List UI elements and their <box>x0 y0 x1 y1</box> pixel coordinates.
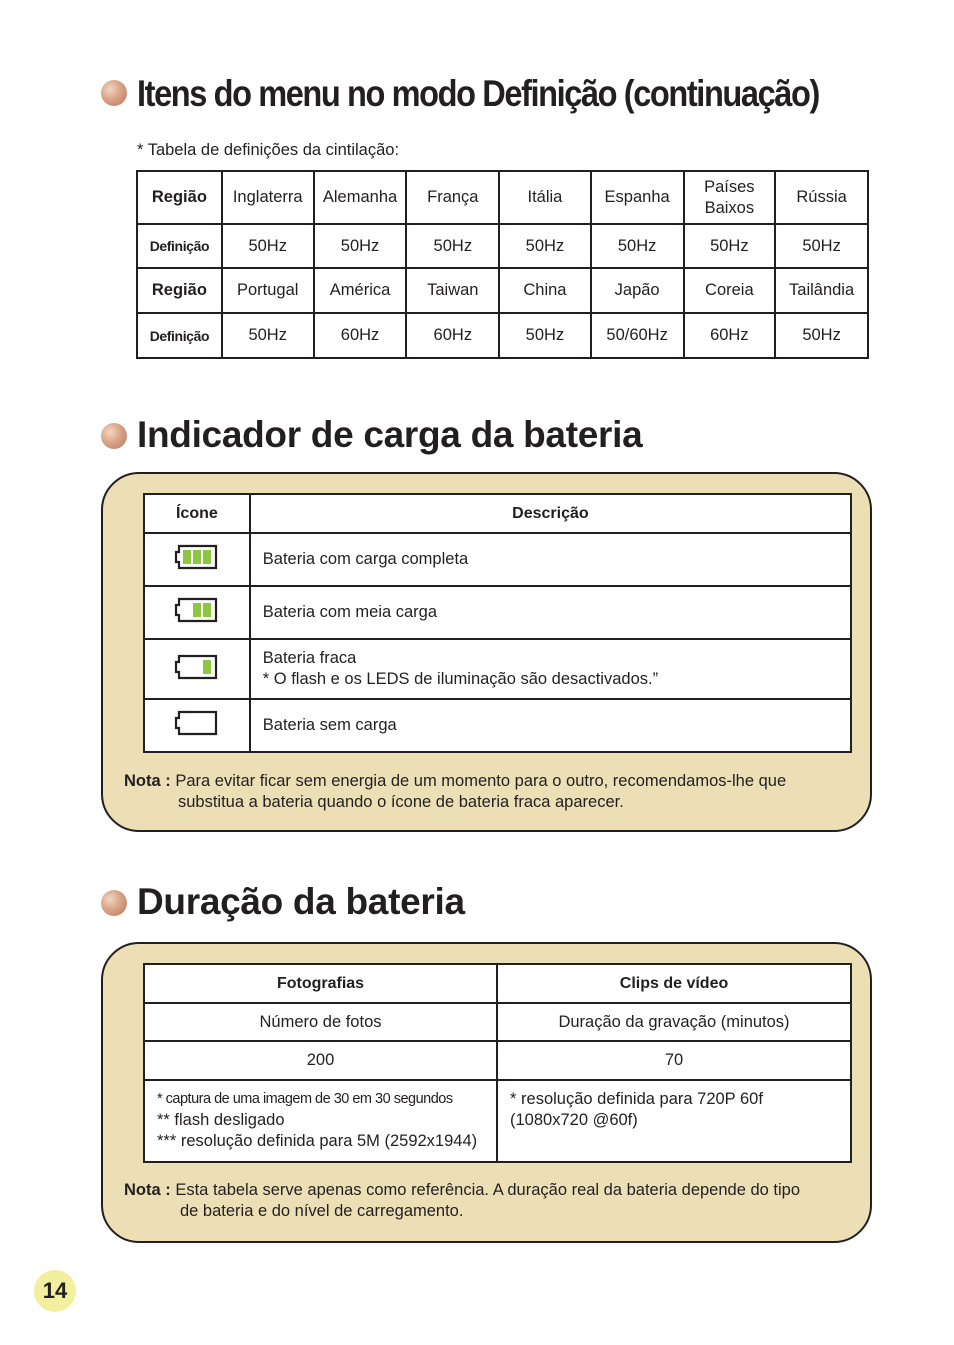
column-header-icon: Ícone <box>144 494 250 533</box>
table-cell: 60Hz <box>314 313 407 358</box>
table-row <box>137 313 868 358</box>
section-title-battery-life: Duração da bateria <box>137 881 465 922</box>
table-cell: América <box>314 268 407 313</box>
column-header-description: Descrição <box>250 494 851 533</box>
table-cell: 50Hz <box>314 224 407 268</box>
table-cell: 50Hz <box>684 224 776 268</box>
note-text: Para evitar ficar sem energia de um momento para o outro, recomendamos-lhe que <box>175 772 787 790</box>
table-row <box>144 586 851 639</box>
table-cell: 50Hz <box>406 224 499 268</box>
column-header-video: Clips de vídeo <box>497 964 851 1003</box>
table-cell: 50/60Hz <box>591 313 684 358</box>
table-row <box>144 533 851 586</box>
battery-life-table <box>143 963 852 1163</box>
table-cell: Rússia <box>775 171 868 224</box>
table-cell: 50Hz <box>499 313 591 358</box>
table-cell: Japão <box>591 268 684 313</box>
table-row <box>137 171 868 224</box>
table-header-row <box>144 494 851 533</box>
table-row <box>144 699 851 752</box>
section-bullet <box>101 423 127 449</box>
row-header: Região <box>137 268 222 313</box>
table-cell: 50Hz <box>499 224 591 268</box>
battery-description: Bateria com meia carga <box>250 586 851 639</box>
battery-empty-icon <box>144 699 250 752</box>
note-label: Nota : <box>124 1181 171 1199</box>
table-cell: 60Hz <box>684 313 776 358</box>
battery-half-icon <box>144 586 250 639</box>
section-title-menu: Itens do menu no modo Definição (continuação) <box>137 73 819 114</box>
table-cell: Espanha <box>591 171 684 224</box>
table-cell: Portugal <box>222 268 314 313</box>
row-header: Definição <box>137 224 222 268</box>
flicker-table <box>136 170 869 359</box>
table-cell: Taiwan <box>406 268 499 313</box>
table-cell: Países Baixos <box>684 171 776 224</box>
table-row <box>144 639 851 699</box>
table-cell: 70 <box>497 1041 851 1080</box>
table-row <box>137 224 868 268</box>
battery-description: Bateria com carga completa <box>250 533 851 586</box>
photo-note-line: ** flash desligado <box>157 1111 285 1129</box>
note-text-continued: de bateria e do nível de carregamento. <box>180 1202 464 1220</box>
table-cell: China <box>499 268 591 313</box>
table-cell: Inglaterra <box>222 171 314 224</box>
table-header-row <box>144 964 851 1003</box>
battery-indicator-table <box>143 493 852 753</box>
section-title-battery-indicator: Indicador de carga da bateria <box>137 414 643 455</box>
battery-low-icon <box>144 639 250 699</box>
column-header-photos: Fotografias <box>144 964 497 1003</box>
photo-note-line: * captura de uma imagem de 30 em 30 segundos <box>157 1091 453 1107</box>
table-cell: Itália <box>499 171 591 224</box>
table-cell: Alemanha <box>314 171 407 224</box>
table-row <box>137 268 868 313</box>
table-cell: Coreia <box>684 268 776 313</box>
battery-indicator-note <box>124 771 786 813</box>
table-cell: 50Hz <box>775 224 868 268</box>
table-row <box>144 1041 851 1080</box>
table-cell: 200 <box>144 1041 497 1080</box>
table-row <box>144 1080 851 1162</box>
table-cell: 50Hz <box>775 313 868 358</box>
table-cell: 50Hz <box>591 224 684 268</box>
section-bullet <box>101 890 127 916</box>
battery-life-note <box>124 1180 800 1222</box>
table-cell: 50Hz <box>222 313 314 358</box>
table-cell: 50Hz <box>222 224 314 268</box>
note-text: Esta tabela serve apenas como referência. A duração real da bateria depende do tipo <box>175 1181 801 1199</box>
photo-notes <box>144 1080 497 1162</box>
note-label: Nota : <box>124 772 171 790</box>
video-notes <box>497 1080 851 1162</box>
video-note-line: * resolução definida para 720P 60f <box>510 1090 763 1108</box>
battery-description <box>250 639 851 699</box>
table-cell: Número de fotos <box>144 1003 497 1041</box>
page-number: 14 <box>34 1270 76 1312</box>
battery-description-note: * O flash e os LEDS de iluminação são desactivados.” <box>262 670 659 688</box>
row-header: Definição <box>137 313 222 358</box>
video-note-line: (1080x720 @60f) <box>510 1111 638 1129</box>
row-header: Região <box>137 171 222 224</box>
table-row <box>144 1003 851 1041</box>
table-caption: * Tabela de definições da cintilação: <box>137 141 400 159</box>
table-cell: Duração da gravação (minutos) <box>497 1003 851 1041</box>
battery-description-line: Bateria fraca <box>262 649 357 667</box>
table-cell: França <box>406 171 499 224</box>
note-text-continued: substitua a bateria quando o ícone de bateria fraca aparecer. <box>178 793 624 811</box>
section-bullet <box>101 80 127 106</box>
battery-description: Bateria sem carga <box>250 699 851 752</box>
photo-note-line: *** resolução definida para 5M (2592x1944) <box>157 1132 478 1150</box>
table-cell: 60Hz <box>406 313 499 358</box>
battery-full-icon <box>144 533 250 586</box>
table-cell: Tailândia <box>775 268 868 313</box>
